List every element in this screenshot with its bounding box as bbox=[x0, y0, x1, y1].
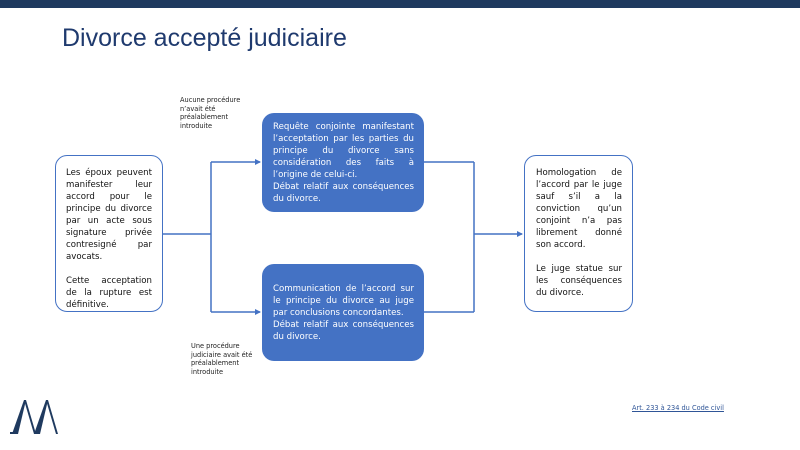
box-right-text-2: Le juge statue sur les conséquences du divorce. bbox=[536, 264, 622, 298]
note-prior-procedure: Une procédure judiciaire avait été préalablement introduite bbox=[191, 342, 253, 376]
box-homologation bbox=[524, 155, 633, 312]
box-left-text-1: Les époux peuvent manifester leur accord pour le principe du divorce par un acte sous signature privée contresigné par avocats. bbox=[66, 168, 152, 262]
law-firm-monogram-logo bbox=[10, 394, 70, 436]
note-no-prior-procedure: Aucune procédure n’avait été préalablement introduite bbox=[180, 96, 241, 130]
box-bottom-text-1: Communication de l’accord sur le principe du divorce au juge par conclusions concordantes. bbox=[273, 284, 414, 318]
box-concordant-conclusions bbox=[262, 264, 424, 361]
civil-code-reference-link[interactable]: Art. 233 à 234 du Code civil bbox=[632, 404, 724, 412]
box-right-text-1: Homologation de l’accord par le juge sauf s’il a la conviction qu’un conjoint n’a pas librement donné son accord. bbox=[536, 168, 622, 250]
box-amicable-agreement bbox=[55, 155, 163, 312]
box-top-text-1: Requête conjointe manifestant l’acceptation par les parties du principe du divorce sans considération des faits à l’origine de celui-ci. bbox=[273, 122, 414, 180]
box-bottom-text-2: Débat relatif aux conséquences du divorce. bbox=[273, 320, 414, 342]
box-joint-request bbox=[262, 113, 424, 212]
box-left-text-2: Cette acceptation de la rupture est définitive. bbox=[66, 276, 152, 310]
box-top-text-2: Débat relatif aux conséquences du divorce. bbox=[273, 182, 414, 204]
page-title: Divorce accepté judiciaire bbox=[62, 24, 347, 52]
